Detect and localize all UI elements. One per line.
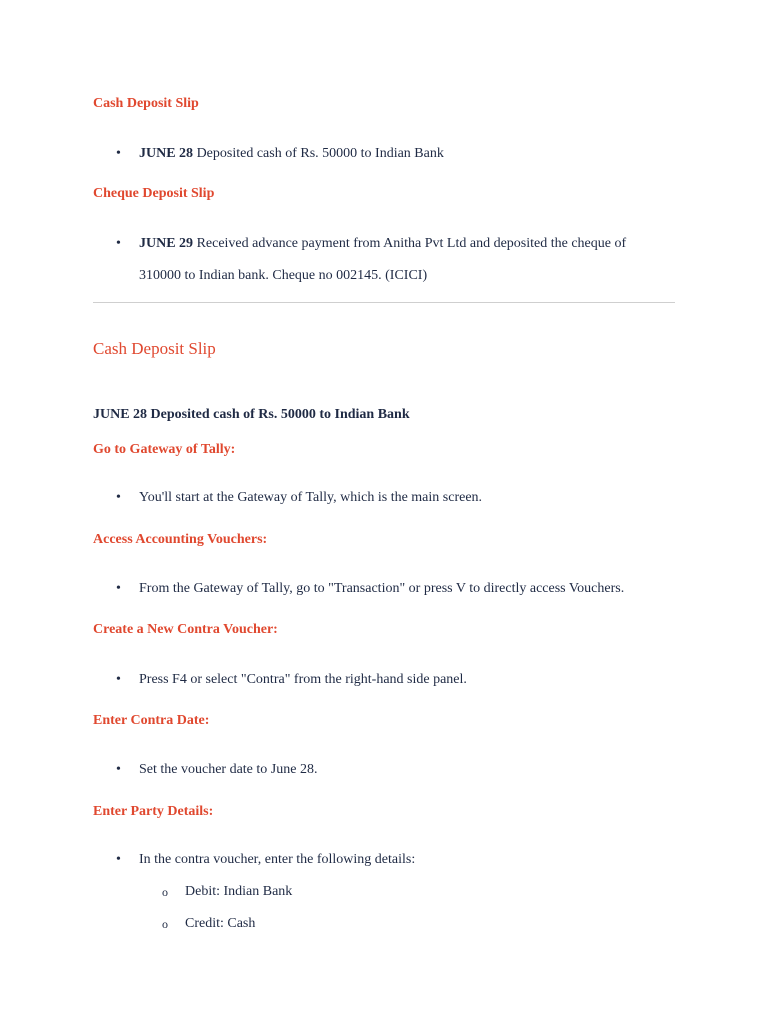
sub-item-credit: Credit: Cash (185, 916, 256, 931)
cheque-deposit-item (139, 235, 626, 253)
cheque-deposit-item-line2: 310000 to Indian bank. Cheque no 002145. (ICICI) (139, 268, 428, 283)
step-heading-contra: Create a New Contra Voucher: (93, 622, 278, 637)
step-heading-vouchers: Access Accounting Vouchers: (93, 532, 268, 547)
section-subtitle: JUNE 28 Deposited cash of Rs. 50000 to Indian Bank (93, 407, 410, 422)
bullet-icon: • (116, 672, 121, 687)
horizontal-divider (93, 302, 675, 303)
cheque-deposit-heading: Cheque Deposit Slip (93, 186, 215, 201)
step-bullet-contra: Press F4 or select "Contra" from the right-hand side panel. (139, 672, 467, 687)
bullet-icon: • (116, 762, 121, 777)
bullet-icon: • (116, 146, 121, 161)
circle-bullet-icon: o (162, 917, 168, 931)
item-date: JUNE 28 (139, 146, 194, 161)
step-bullet-vouchers: From the Gateway of Tally, go to "Transaction" or press V to directly access Vouchers. (139, 581, 625, 596)
item-text-line1: Received advance payment from Anitha Pvt Ltd and deposited the cheque of (193, 236, 627, 251)
cash-deposit-item (139, 145, 444, 163)
step-bullet-party: In the contra voucher, enter the following details: (139, 852, 416, 867)
bullet-icon: • (116, 581, 121, 596)
step-bullet-gateway: You'll start at the Gateway of Tally, which is the main screen. (139, 490, 483, 505)
step-heading-party: Enter Party Details: (93, 804, 214, 819)
step-bullet-date: Set the voucher date to June 28. (139, 762, 318, 777)
step-heading-date: Enter Contra Date: (93, 713, 210, 728)
item-text: Deposited cash of Rs. 50000 to Indian Bank (193, 146, 444, 161)
cash-deposit-heading: Cash Deposit Slip (93, 96, 199, 111)
item-date: JUNE 29 (139, 236, 194, 251)
sub-item-debit: Debit: Indian Bank (185, 884, 293, 899)
bullet-icon: • (116, 852, 121, 867)
step-heading-gateway: Go to Gateway of Tally: (93, 442, 236, 457)
circle-bullet-icon: o (162, 885, 168, 899)
bullet-icon: • (116, 490, 121, 505)
bullet-icon: • (116, 236, 121, 251)
section-title: Cash Deposit Slip (93, 339, 216, 358)
